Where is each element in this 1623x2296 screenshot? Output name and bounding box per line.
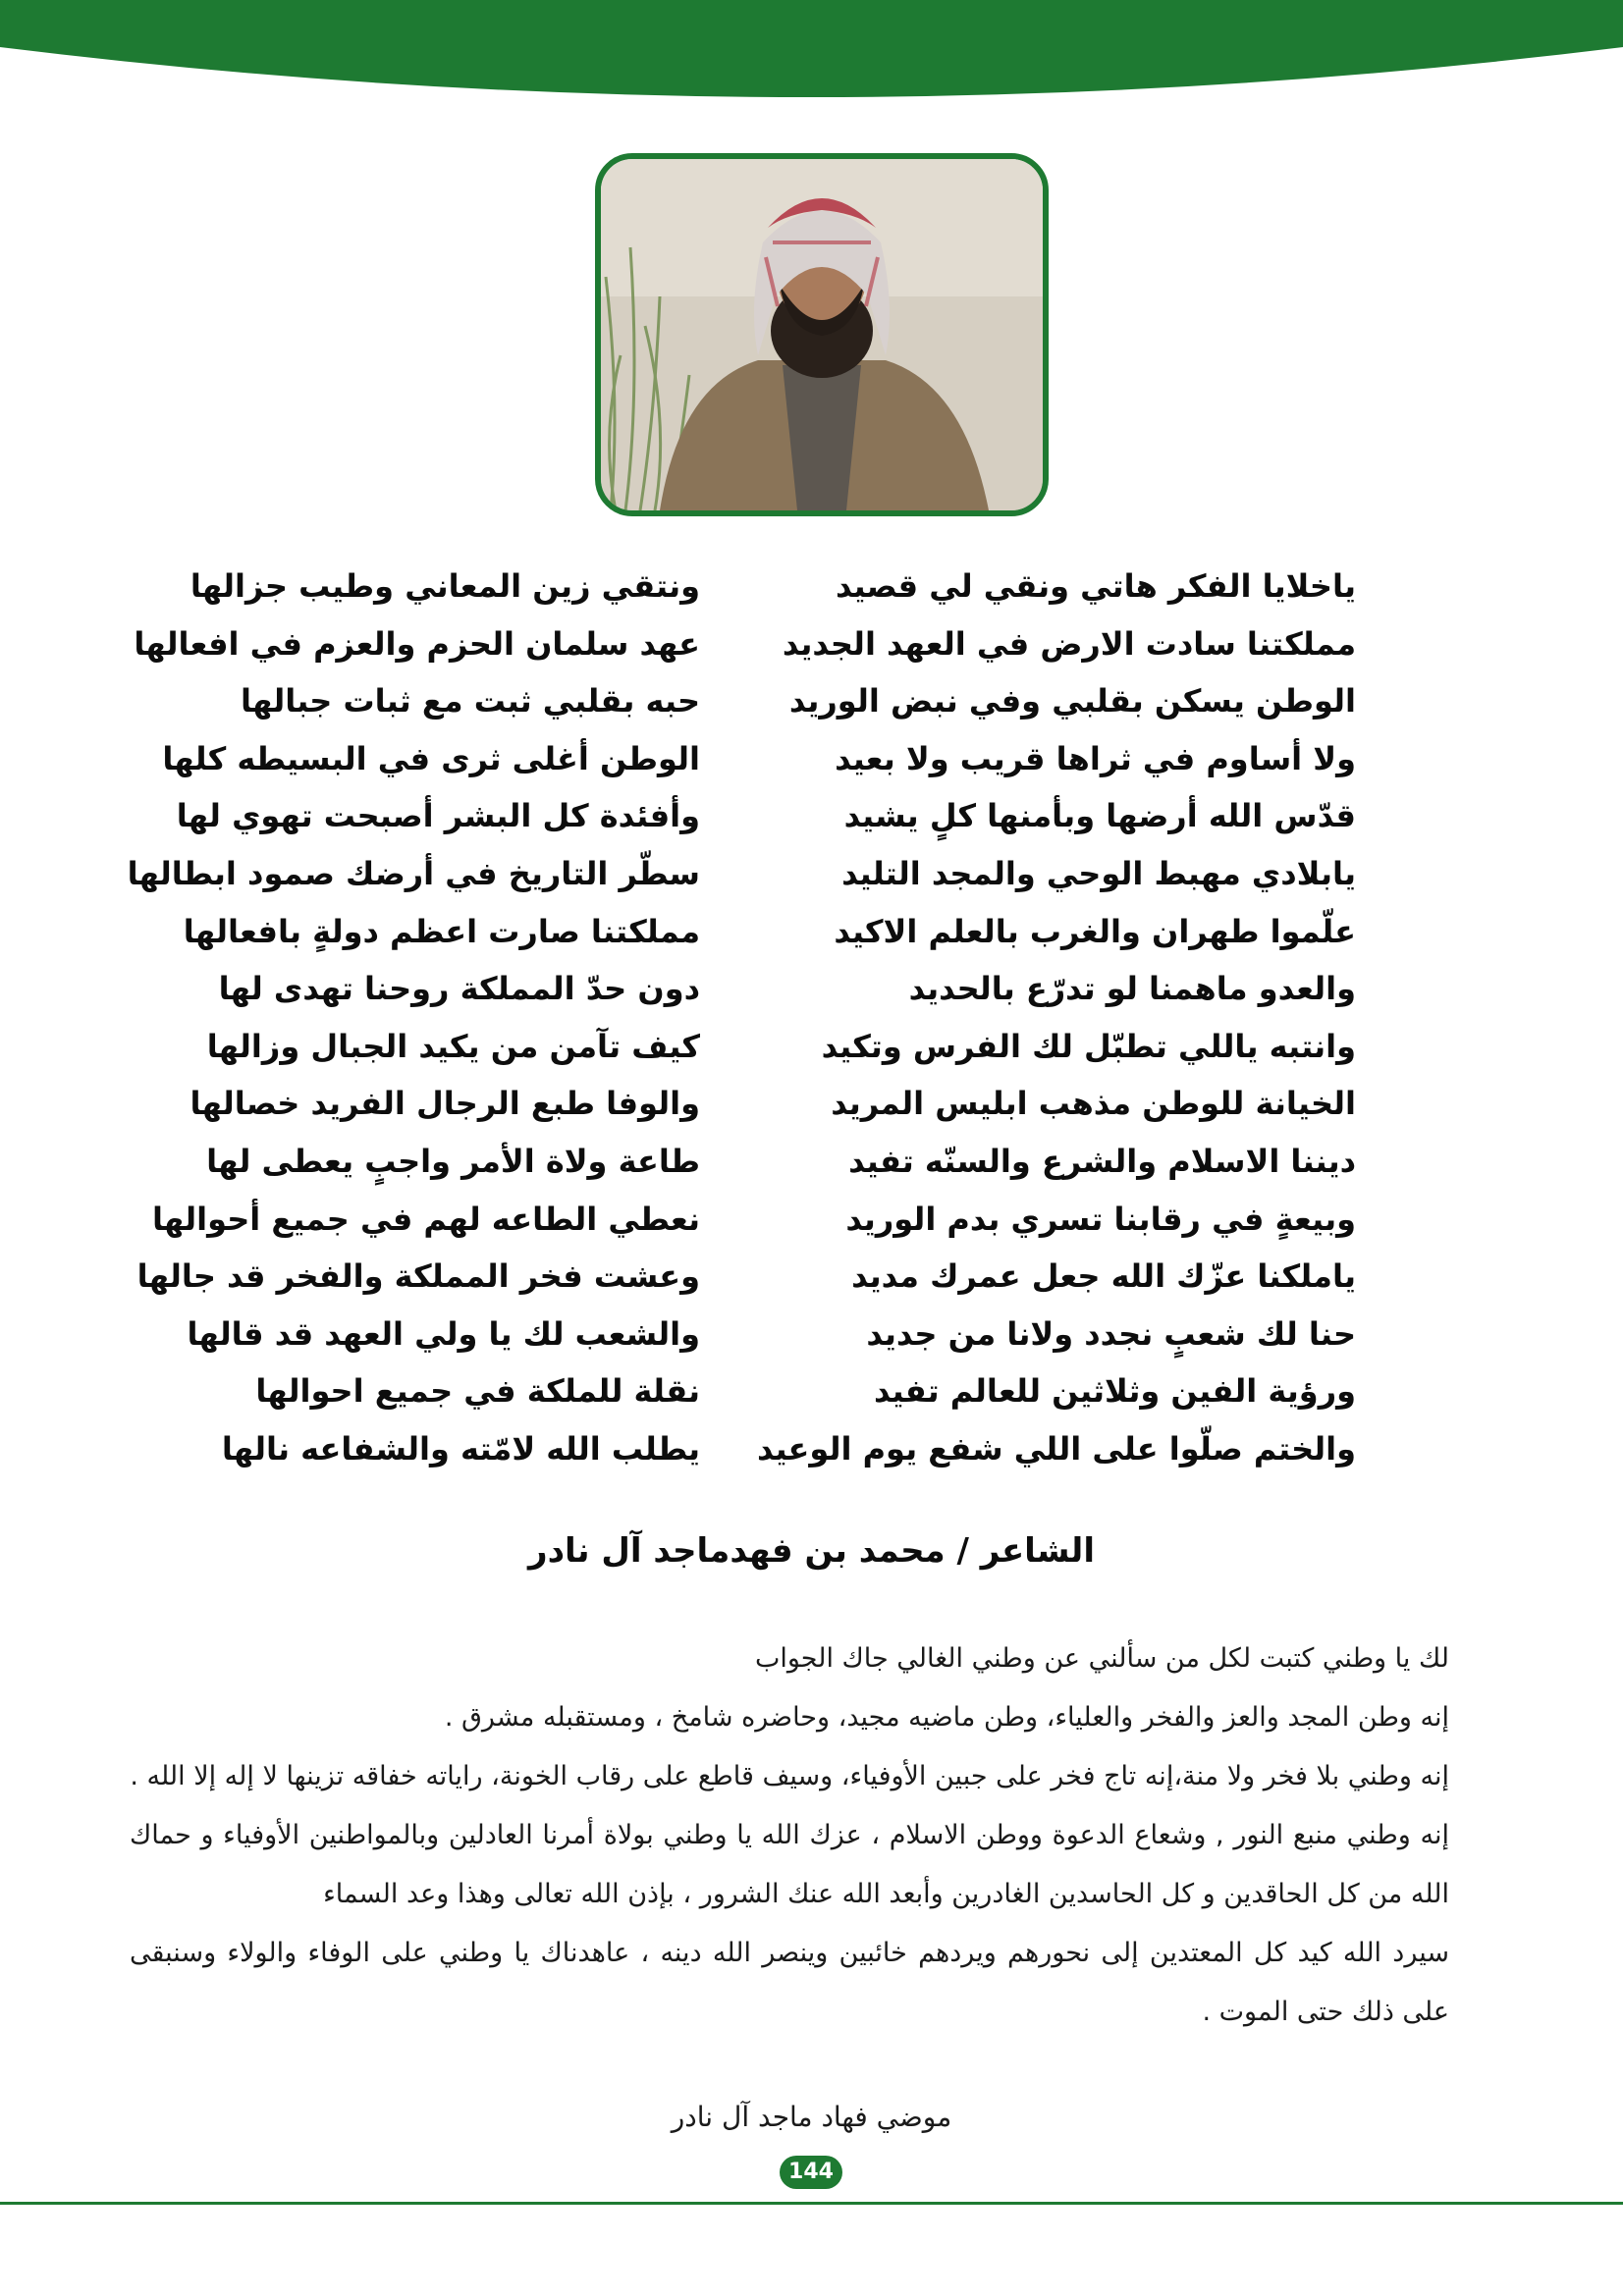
- prose-paragraph: سيرد الله كيد كل المعتدين إلى نحورهم ويردهم خائبين وينصر الله دينه ، عاهدناك يا وطني على الوفاء والولاء وسنبقى على ذلك حتى الموت .: [130, 1938, 1449, 2027]
- verse: سطّر التاريخ في أرضك صمود ابطالها: [127, 854, 700, 892]
- verse: والختم صلّوا على اللي شفع يوم الوعيد: [756, 1429, 1356, 1468]
- prose-paragraph: لك يا وطني كتبت لكل من سألني عن وطني الغالي جاك الجواب: [754, 1643, 1449, 1674]
- portrait-photo-icon: [601, 159, 1043, 510]
- verse: وعشت فخر المملكة والفخر قد جالها: [136, 1257, 700, 1296]
- footer-rule: [0, 2202, 1623, 2205]
- prose-author: موضي فهاد ماجد آل نادر: [671, 2101, 952, 2133]
- verse: مملكتنا سادت الارض في العهد الجديد: [782, 624, 1356, 663]
- verse: والعدو ماهمنا لو تدرّع بالحديد: [908, 970, 1356, 1008]
- poem-right-column: [756, 558, 1356, 1478]
- verse: ديننا الاسلام والشرع والسنّه تفيد: [848, 1142, 1356, 1180]
- verse: نقلة للملكة في جميع احوالها: [255, 1372, 700, 1411]
- poet-photo: [595, 153, 1049, 516]
- verse: قدّس الله أرضها وبأمنها كلٍ يشيد: [843, 797, 1356, 835]
- verse: وانتبه ياللي تطبّل لك الفرس وتكيد: [821, 1027, 1356, 1065]
- verse: ياملكنا عزّك الله جعل عمرك مديد: [851, 1257, 1356, 1296]
- header-band: [0, 0, 1623, 108]
- verse: علّموا طهران والغرب بالعلم الاكيد: [834, 912, 1356, 950]
- verse: والشعب لك يا ولي العهد قد قالها: [187, 1314, 700, 1353]
- verse: ونتقي زين المعاني وطيب جزالها: [189, 567, 700, 605]
- verse: حنا لك شعبٍ نجدد ولانا من جديد: [866, 1314, 1356, 1353]
- verse: الوطن أغلى ثرى في البسيطه كلها: [162, 739, 700, 777]
- verse: وأفئدة كل البشر أصبحت تهوي لها: [176, 797, 700, 835]
- verse: يابلادي مهبط الوحي والمجد التليد: [841, 854, 1356, 892]
- verse: طاعة ولاة الأمر واجبٍ يعطى لها: [206, 1142, 700, 1180]
- poet-attribution: الشاعر / محمد بن فهدماجد آل نادر: [528, 1531, 1095, 1571]
- prose-paragraph: إنه وطني بلا فخر ولا منة،إنه تاج فخر على جبين الأوفياء، وسيف قاطع على رقاب الخونة، راياته خفاقه تزينها لا إله إلا الله .: [130, 1761, 1449, 1791]
- verse: ياخلايا الفكر هاتي ونقي لي قصيد: [836, 567, 1356, 605]
- verse: نعطي الطاعه لهم في جميع أحوالها: [152, 1200, 700, 1238]
- verse: دون حدّ المملكة روحنا تهدى لها: [218, 970, 700, 1008]
- prose-paragraph: إنه وطن المجد والعز والفخر والعلياء، وطن ماضيه مجيد، وحاضره شامخ ، ومستقبله مشرق .: [444, 1702, 1449, 1733]
- prose-body: [130, 1629, 1449, 2042]
- verse: الوطن يسكن بقلبي وفي نبض الوريد: [788, 682, 1356, 721]
- verse: والوفا طبع الرجال الفريد خصالها: [189, 1085, 700, 1123]
- verse: كيف تآمن من يكيد الجبال وزالها: [206, 1027, 700, 1065]
- verse: حبه بقلبي ثبت مع ثبات جبالها: [241, 682, 700, 721]
- verse: ورؤية الفين وثلاثين للعالم تفيد: [874, 1372, 1356, 1411]
- page-number-badge: 144: [780, 2156, 842, 2189]
- verse: وبيعةٍ في رقابنا تسري بدم الوريد: [845, 1200, 1356, 1238]
- verse: عهد سلمان الحزم والعزم في افعالها: [134, 624, 700, 663]
- poem-left-column: [127, 558, 700, 1478]
- prose-paragraph: إنه وطني منبع النور , وشعاع الدعوة ووطن الاسلام ، عزك الله يا وطني بولاة أمرنا العادلين وبالمواطنين الأوفياء و حماك الله من كل الحاقدين و كل الحاسدين الغادرين وأبعد الله عنك الشرور ، بإذن الله تعالى وهذا وعد السماء: [130, 1820, 1449, 1909]
- verse: الخيانة للوطن مذهب ابليس المريد: [831, 1085, 1356, 1123]
- verse: مملكتنا صارت اعظم دولةٍ بافعالها: [183, 912, 700, 950]
- verse: يطلب الله لامّته والشفاعه نالها: [221, 1429, 700, 1468]
- verse: ولا أساوم في ثراها قريب ولا بعيد: [835, 739, 1356, 777]
- poem: [0, 558, 1623, 1490]
